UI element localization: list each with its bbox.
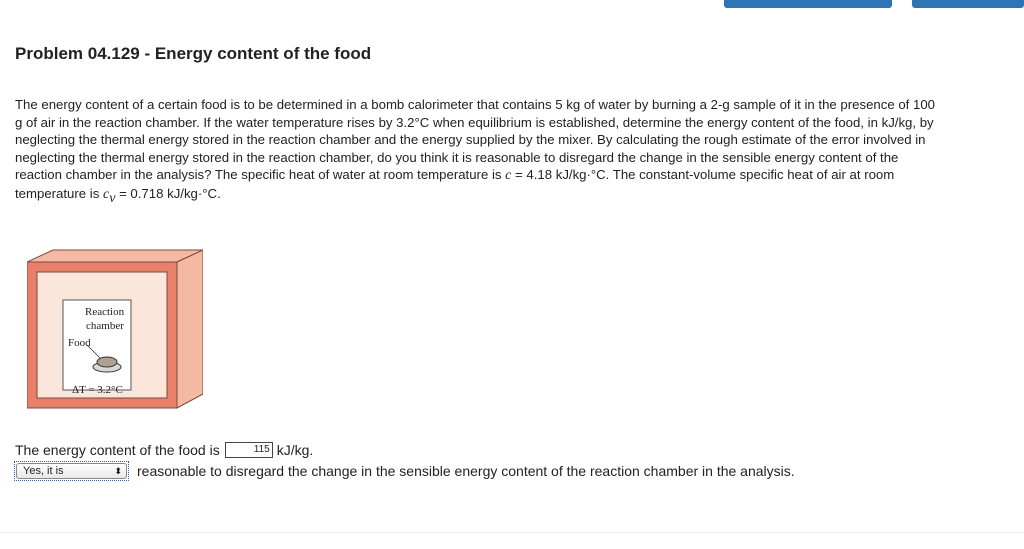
footer-divider xyxy=(0,532,1024,533)
problem-text-3: = 0.718 kJ/kg·°C. xyxy=(115,185,221,201)
problem-text-2: = 4.18 kJ/kg·°C. The constant-volume specific heat of air at room temperature is xyxy=(15,167,895,201)
reasonable-row xyxy=(14,461,795,481)
answer-prefix: The energy content of the food is xyxy=(15,442,220,458)
reasonable-select-focus[interactable] xyxy=(14,461,129,481)
reasonable-suffix: reasonable to disregard the change in the sensible energy content of the reaction chamber in the analysis. xyxy=(137,463,795,479)
answer-row xyxy=(15,442,313,458)
top-action-button-2[interactable] xyxy=(912,0,1024,8)
page-title: Problem 04.129 - Energy content of the food xyxy=(15,44,372,63)
cv-subscript: v xyxy=(109,190,116,206)
c-symbol: c xyxy=(505,168,512,184)
box-top-face xyxy=(27,250,203,262)
problem-text-1: The energy content of a certain food is to be determined in a bomb calorimeter that contains 5 kg of water by burning a 2-g sample of it in the presence of 100 g of air in the reaction chamber. If the water temperature rises by 3.2°C when equilibrium is established, determine the energy content of the food, in kJ/kg, by neglecting the thermal energy stored in the reaction chamber and the energy supplied by the mixer. By calculating the rough estimate of the error involved in neglecting the thermal energy stored in the reaction chamber, do you think it is reasonable to disregard the change in the sensible energy content of the reaction chamber in the analysis? The specific heat of water at room temperature is xyxy=(15,97,935,183)
label-delta-t: ΔT = 3.2°C xyxy=(72,384,123,396)
label-reaction: Reaction xyxy=(85,306,125,318)
answer-unit: kJ/kg. xyxy=(276,442,314,458)
problem-statement xyxy=(15,96,940,208)
top-action-button-1[interactable] xyxy=(724,0,892,8)
box-side-face xyxy=(177,250,203,408)
label-chamber: chamber xyxy=(86,320,124,332)
calorimeter-figure xyxy=(27,248,203,410)
food-sample xyxy=(97,357,117,367)
reasonable-select[interactable] xyxy=(16,463,127,479)
label-food: Food xyxy=(68,337,91,349)
cv-symbol: c xyxy=(102,186,110,202)
reasonable-select-value: Yes, it is xyxy=(23,465,64,477)
energy-answer-field[interactable]: 115 xyxy=(225,442,273,458)
calorimeter-diagram xyxy=(27,248,203,410)
select-arrows-icon: ⬍ xyxy=(114,465,122,476)
